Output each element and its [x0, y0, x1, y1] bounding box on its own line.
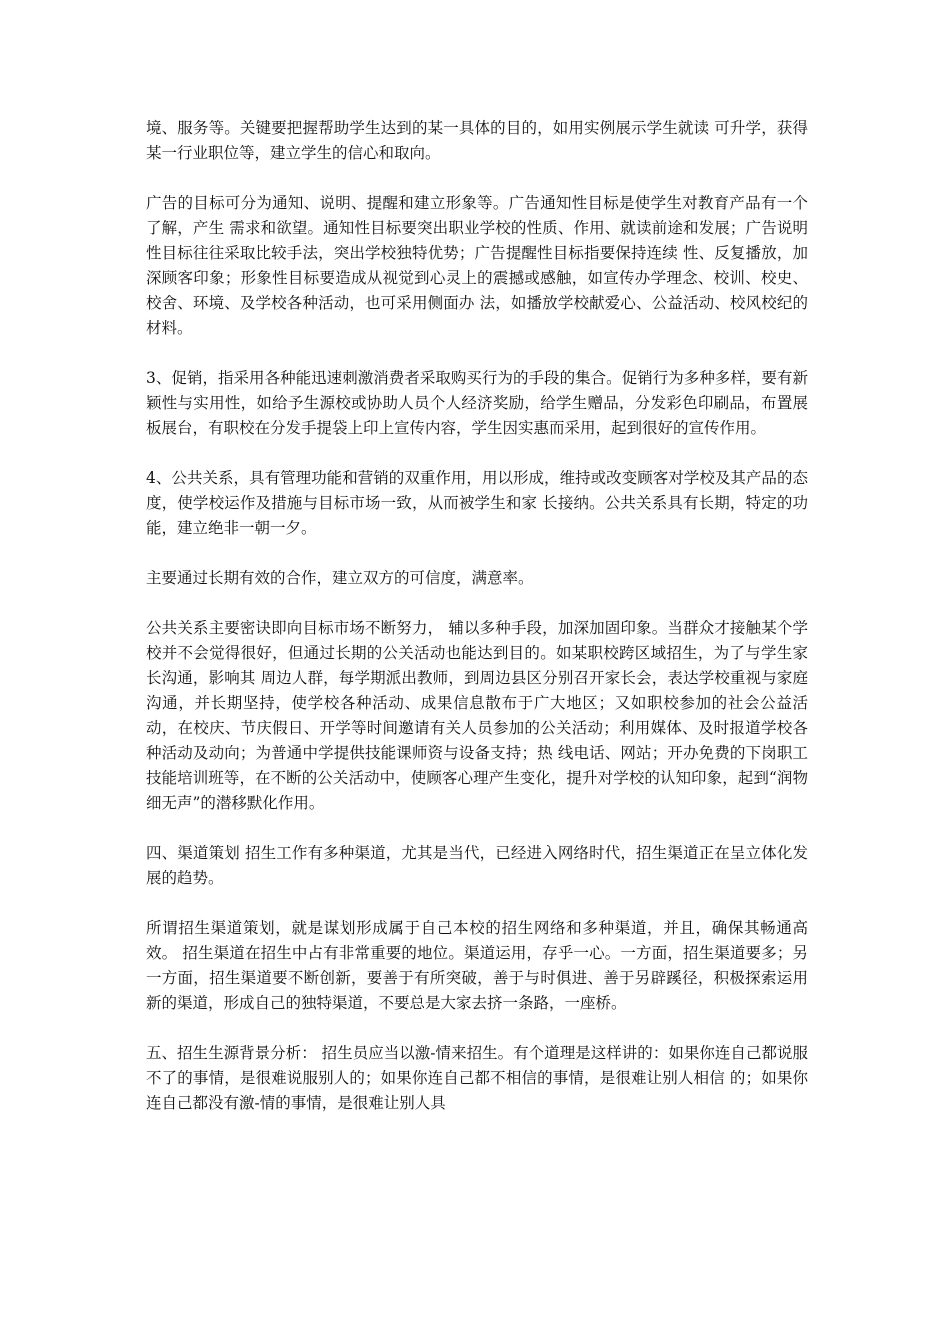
paragraph-advertising-goals: 广告的目标可分为通知、说明、提醒和建立形象等。广告通知性目标是使学生对教育产品有一个了解，产生 需求和欲望。通知性目标要突出职业学校的性质、作用、就读前途和发展；广告说明性目标往往采取比较手法，突出学校独特优势；广告提醒性目标指要保持连续 性、反复播放，加深顾客印象；形象性目标要造成从视觉到心灵上的震撼或感触，如宣传办学理念、校训、校史、校舍、环境、及学校各种活动，也可采用侧面办 法，如播放学校献爱心、公益活动、校风校纪的材料。 — [146, 194, 808, 337]
paragraph-public-relations: 4、公共关系，具有管理功能和营销的双重作用，用以形成，维持或改变顾客对学校及其产品的态度，使学校运作及措施与目标市场一致，从而被学生和家 长接纳。公共关系具有长期，特定的功能，建立绝非一朝一夕。 — [146, 469, 808, 537]
paragraph-channel-planning: 四、渠道策划 招生工作有多种渠道，尤其是当代，已经进入网络时代，招生渠道正在呈立体化发展的趋势。 — [146, 844, 808, 887]
paragraph-intro-continuation: 境、服务等。关键要把握帮助学生达到的某一具体的目的，如用实例展示学生就读 可升学，获得某一行业职位等，建立学生的信心和取向。 — [146, 119, 808, 162]
document-body — [146, 116, 808, 1141]
paragraph-source-background: 五、招生生源背景分析： 招生员应当以激-情来招生。有个道理是这样讲的：如果你连自己都说服不了的事情，是很难说服别人的；如果你连自己都不相信的事情，是很难让别人相信 的；如果你连自己都没有激-情的事情，是很难让别人具 — [146, 1044, 808, 1112]
paragraph-channel-definition: 所谓招生渠道策划，就是谋划形成属于自己本校的招生网络和多种渠道，并且，确保其畅通高效。 招生渠道在招生中占有非常重要的地位。渠道运用，存乎一心。一方面，招生渠道要多；另一方面，招生渠道要不断创新，要善于有所突破，善于与时俱进、善于另辟蹊径，积极探索运用新的渠道，形成自己的独特渠道，不要总是大家去挤一条路，一座桥。 — [146, 919, 808, 1012]
paragraph-promotion: 3、促销，指采用各种能迅速刺激消费者采取购买行为的手段的集合。促销行为多种多样，要有新颖性与实用性，如给予生源校或协助人员个人经济奖励，给学生赠品，分发彩色印刷品，布置展板展台，有职校在分发手提袋上印上宣传内容，学生因实惠而采用，起到很好的宣传作用。 — [146, 369, 808, 437]
paragraph-pr-methods: 公共关系主要密诀即向目标市场不断努力， 辅以多种手段，加深加固印象。当群众才接触某个学校并不会觉得很好，但通过长期的公关活动也能达到目的。如某职校跨区域招生，为了与学生家长沟通，影响其 周边人群，每学期派出教师，到周边县区分别召开家长会，表达学校重视与家庭沟通，并长期坚持，使学校各种活动、成果信息散布于广大地区；又如职校参加的社会公益活动，在校庆、节庆假日、开学等时间邀请有关人员参加的公关活动；利用媒体、及时报道学校各种活动及动向；为普通中学提供技能课师资与设备支持；热 线电话、网站；开办免费的下岗职工技能培训班等，在不断的公关活动中，使顾客心理产生变化，提升对学校的认知印象，起到“润物细无声”的潜移默化作用。 — [146, 619, 808, 812]
paragraph-long-term-cooperation: 主要通过长期有效的合作，建立双方的可信度，满意率。 — [146, 569, 534, 587]
